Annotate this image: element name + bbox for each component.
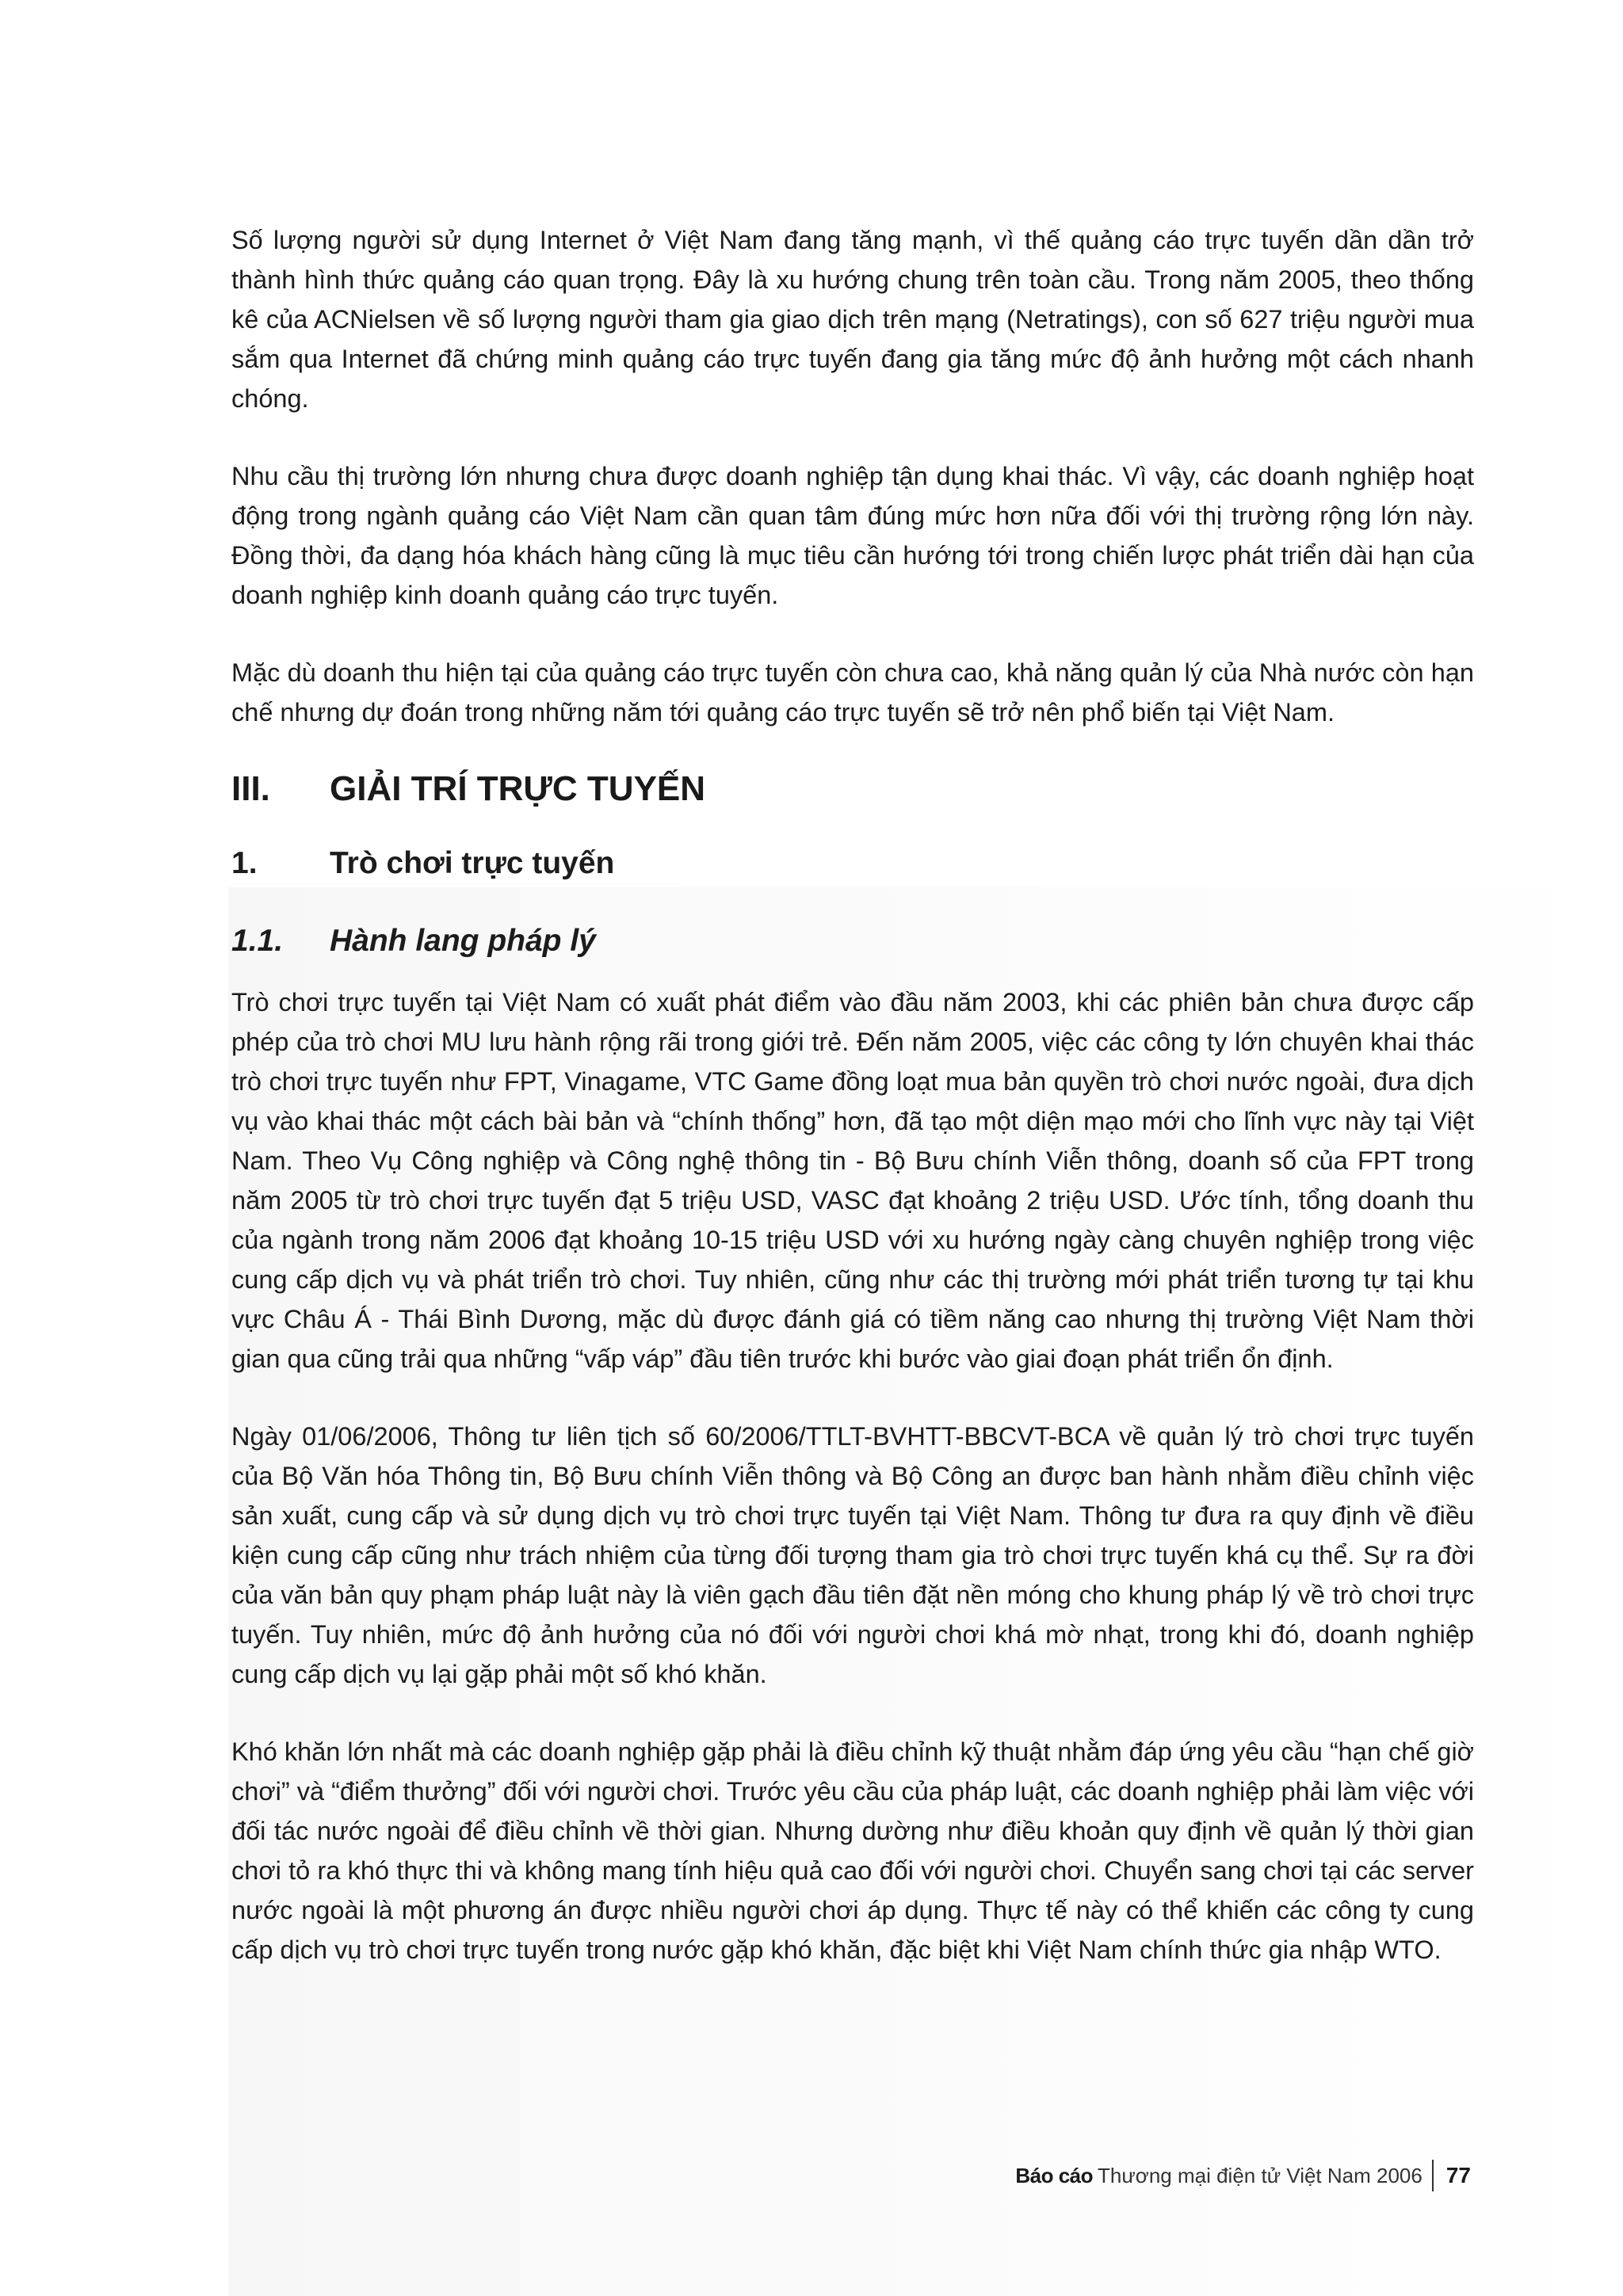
footer-divider <box>1432 2160 1434 2191</box>
subsubsection-number: 1.1. <box>231 924 284 958</box>
section-heading <box>231 765 1474 813</box>
page-footer <box>1015 2160 1471 2191</box>
subsubsection-title: Hành lang pháp lý <box>330 924 596 958</box>
paragraph-online-ads-growth: Số lượng người sử dụng Internet ở Việt Nam đang tăng mạnh, vì thế quảng cáo trực tuyến dần dần trở thành hình thức quảng cáo quan trọng. Đây là xu hướng chung trên toàn cầu. Trong năm 2005, theo thống kê của ACNielsen về số lượng người tham gia giao dịch trên mạng (Netratings), con số 627 triệu người mua sắm qua Internet đã chứng minh quảng cáo trực tuyến đang gia tăng mức độ ảnh hưởng một cách nhanh chóng. <box>231 226 1474 413</box>
document-body <box>231 220 1474 1970</box>
page-number: 77 <box>1445 2163 1471 2187</box>
paragraph-difficulties: Khó khăn lớn nhất mà các doanh nghiệp gặp phải là điều chỉnh kỹ thuật nhằm đáp ứng yêu cầu “hạn chế giờ chơi” và “điểm thưởng” đối với người chơi. Trước yêu cầu của pháp luật, các doanh nghiệp phải làm việc với đối tác nước ngoài để điều chỉnh về thời gian. Nhưng dường như điều khoản quy định về quản lý thời gian chơi tỏ ra khó thực thi và không mang tính hiệu quả cao đối với người chơi. Chuyển sang chơi tại các server nước ngoài là một phương án được nhiều người chơi áp dụng. Thực tế này có thể khiến các công ty cung cấp dịch vụ trò chơi trực tuyến trong nước gặp khó khăn, đặc biệt khi Việt Nam chính thức gia nhập WTO. <box>231 1737 1474 1964</box>
paragraph-online-games-history: Trò chơi trực tuyến tại Việt Nam có xuất phát điểm vào đầu năm 2003, khi các phiên bản chưa được cấp phép của trò chơi MU lưu hành rộng rãi trong giới trẻ. Đến năm 2005, việc các công ty lớn chuyên khai thác trò chơi trực tuyến như FPT, Vinagame, VTC Game đồng loạt mua bản quyền trò chơi nước ngoài, đưa dịch vụ vào khai thác một cách bài bản và “chính thống” hơn, đã tạo một diện mạo mới cho lĩnh vực này tại Việt Nam. Theo Vụ Công nghiệp và Công nghệ thông tin - Bộ Bưu chính Viễn thông, doanh số của FPT trong năm 2005 từ trò chơi trực tuyến đạt 5 triệu USD, VASC đạt khoảng 2 triệu USD. Ước tính, tổng doanh thu của ngành trong năm 2006 đạt khoảng 10-15 triệu USD với xu hướng ngày càng chuyên nghiệp trong việc cung cấp dịch vụ và phát triển trò chơi. Tuy nhiên, cũng như các thị trường mới phát triển tương tự tại khu vực Châu Á - Thái Bình Dương, mặc dù được đánh giá có tiềm năng cao nhưng thị trường Việt Nam thời gian qua cũng trải qua những “vấp váp” đầu tiên trước khi bước vào giai đoạn phát triển ổn định. <box>231 988 1474 1373</box>
paragraph-circular-60: Ngày 01/06/2006, Thông tư liên tịch số 60/2006/TTLT-BVHTT-BBCVT-BCA về quản lý trò chơi trực tuyến của Bộ Văn hóa Thông tin, Bộ Bưu chính Viễn thông và Bộ Công an được ban hành nhằm điều chỉnh việc sản xuất, cung cấp và sử dụng dịch vụ trò chơi trực tuyến tại Việt Nam. Thông tư đưa ra quy định về điều kiện cung cấp cũng như trách nhiệm của từng đối tượng tham gia trò chơi trực tuyến khá cụ thể. Sự ra đời của văn bản quy phạm pháp luật này là viên gạch đầu tiên đặt nền móng cho khung pháp lý về trò chơi trực tuyến. Tuy nhiên, mức độ ảnh hưởng của nó đối với người chơi khá mờ nhạt, trong khi đó, doanh nghiệp cung cấp dịch vụ lại gặp phải một số khó khăn. <box>231 1422 1474 1688</box>
footer-brand: Báo cáo <box>1015 2163 1094 2187</box>
paragraph-ads-forecast: Mặc dù doanh thu hiện tại của quảng cáo trực tuyến còn chưa cao, khả năng quản lý của Nhà nước còn hạn chế nhưng dự đoán trong những năm tới quảng cáo trực tuyến sẽ trở nên phổ biến tại Việt Nam. <box>231 658 1474 727</box>
subsection-number: 1. <box>231 846 258 880</box>
subsubsection-heading <box>231 919 1474 963</box>
footer-title: Thương mại điện tử Việt Nam 2006 <box>1098 2163 1423 2187</box>
subsection-title: Trò chơi trực tuyến <box>330 846 615 880</box>
subsection-heading <box>231 841 1474 886</box>
section-number: III. <box>231 769 270 808</box>
section-title: GIẢI TRÍ TRỰC TUYẾN <box>330 769 706 808</box>
paragraph-market-demand: Nhu cầu thị trường lớn nhưng chưa được doanh nghiệp tận dụng khai thác. Vì vậy, các doanh nghiệp hoạt động trong ngành quảng cáo Việt Nam cần quan tâm đúng mức hơn nữa đối với thị trường rộng lớn này. Đồng thời, đa dạng hóa khách hàng cũng là mục tiêu cần hướng tới trong chiến lược phát triển dài hạn của doanh nghiệp kinh doanh quảng cáo trực tuyến. <box>231 462 1474 609</box>
